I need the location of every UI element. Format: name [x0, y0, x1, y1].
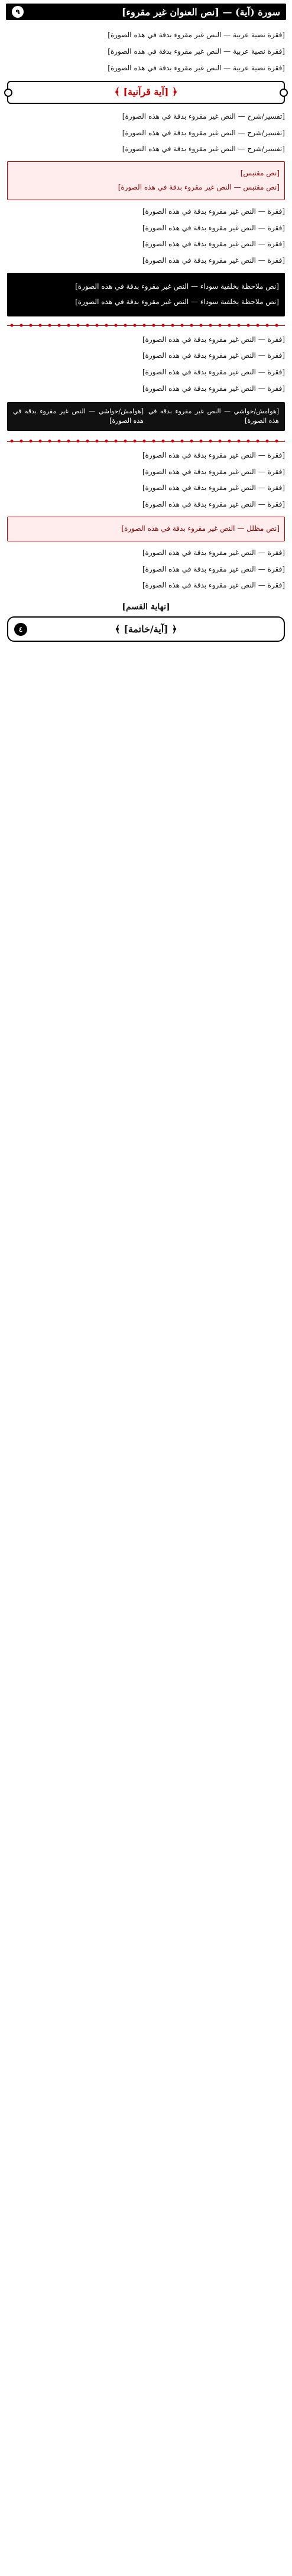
bottom-spacer [7, 648, 285, 655]
verse-banner-1 [7, 81, 285, 103]
block2-paragraph-3: [فقرة — النص غير مقروء بدقة في هذه الصورة] [142, 240, 285, 249]
intro-paragraph-2: [فقرة نصية عربية — النص غير مقروء بدقة في هذه الصورة] [108, 47, 285, 55]
ornamental-divider-1 [7, 322, 285, 328]
block4-paragraph-1: [فقرة — النص غير مقروء بدقة في هذه الصورة] [142, 450, 285, 459]
ending-verse-frame [7, 616, 285, 642]
callout-box-2 [7, 517, 285, 541]
callout-text-1: [نص مقتبس — النص غير مقروء بدقة في هذه الصورة] [118, 182, 280, 191]
page-number-badge: ٩ [12, 6, 24, 18]
footnotes-left-column: [هوامش/حواشي — النص غير مقروء بدقة في هذه الصورة] [13, 407, 144, 425]
black-note-1-line-1: [نص ملاحظة بخلفية سوداء — النص غير مقروء بدقة في هذه الصورة] [75, 282, 279, 290]
callout-title-1: [نص مقتبس] [240, 169, 280, 178]
block1-paragraph-3: [تفسير/شرح — النص غير مقروء بدقة في هذه الصورة] [122, 145, 285, 154]
ending-verse-text: ﴿ [آية/خاتمة] ﴾ [115, 623, 177, 635]
block3-paragraph-2: [فقرة — النص غير مقروء بدقة في هذه الصورة] [142, 351, 285, 360]
footnotes-block [7, 402, 285, 431]
block3-paragraph-3: [فقرة — النص غير مقروء بدقة في هذه الصورة] [142, 368, 285, 377]
block2-paragraph-4: [فقرة — النص غير مقروء بدقة في هذه الصورة] [142, 256, 285, 265]
intro-paragraph-1: [فقرة نصية عربية — النص غير مقروء بدقة في هذه الصورة] [108, 31, 285, 39]
ending-number-badge: ٤ [14, 623, 27, 636]
block1-paragraph-2: [تفسير/شرح — النص غير مقروء بدقة في هذه الصورة] [122, 128, 285, 137]
block5-paragraph-1: [فقرة — النص غير مقروء بدقة في هذه الصورة] [142, 548, 285, 557]
block4-paragraph-4: [فقرة — النص غير مقروء بدقة في هذه الصورة] [142, 500, 285, 509]
black-note-1 [7, 273, 285, 316]
page-title: سورة (آية) — [نص العنوان غير مقروء] [121, 6, 280, 18]
block4-paragraph-2: [فقرة — النص غير مقروء بدقة في هذه الصورة] [142, 467, 285, 476]
block5-paragraph-3: [فقرة — النص غير مقروء بدقة في هذه الصورة] [142, 581, 285, 590]
callout-text-2: [نص مظلل — النص غير مقروء بدقة في هذه الصورة] [121, 524, 280, 533]
content-container [0, 20, 292, 655]
block1-paragraph-1: [تفسير/شرح — النص غير مقروء بدقة في هذه الصورة] [122, 112, 285, 120]
block4-paragraph-3: [فقرة — النص غير مقروء بدقة في هذه الصورة] [142, 484, 285, 492]
block5-paragraph-2: [فقرة — النص غير مقروء بدقة في هذه الصورة] [142, 564, 285, 573]
intro-paragraph-3: [فقرة نصية عربية — النص غير مقروء بدقة في هذه الصورة] [108, 63, 285, 72]
ornamental-divider-2 [7, 438, 285, 444]
footnotes-right-column: [هوامش/حواشي — النص غير مقروء بدقة في هذه الصورة] [148, 407, 279, 425]
block3-paragraph-4: [فقرة — النص غير مقروء بدقة في هذه الصورة] [142, 384, 285, 393]
callout-box-1 [7, 161, 285, 200]
black-note-1-line-2: [نص ملاحظة بخلفية سوداء — النص غير مقروء بدقة في هذه الصورة] [75, 297, 279, 306]
block2-paragraph-1: [فقرة — النص غير مقروء بدقة في هذه الصورة] [142, 207, 285, 216]
verse-text-1: ﴿ [آية قرآنية] ﴾ [114, 86, 178, 98]
section-end-label: [نهاية القسم] [122, 602, 170, 612]
block2-paragraph-2: [فقرة — النص غير مقروء بدقة في هذه الصورة] [142, 223, 285, 232]
block3-paragraph-1: [فقرة — النص غير مقروء بدقة في هذه الصورة] [142, 335, 285, 344]
top-title-bar [6, 4, 286, 20]
